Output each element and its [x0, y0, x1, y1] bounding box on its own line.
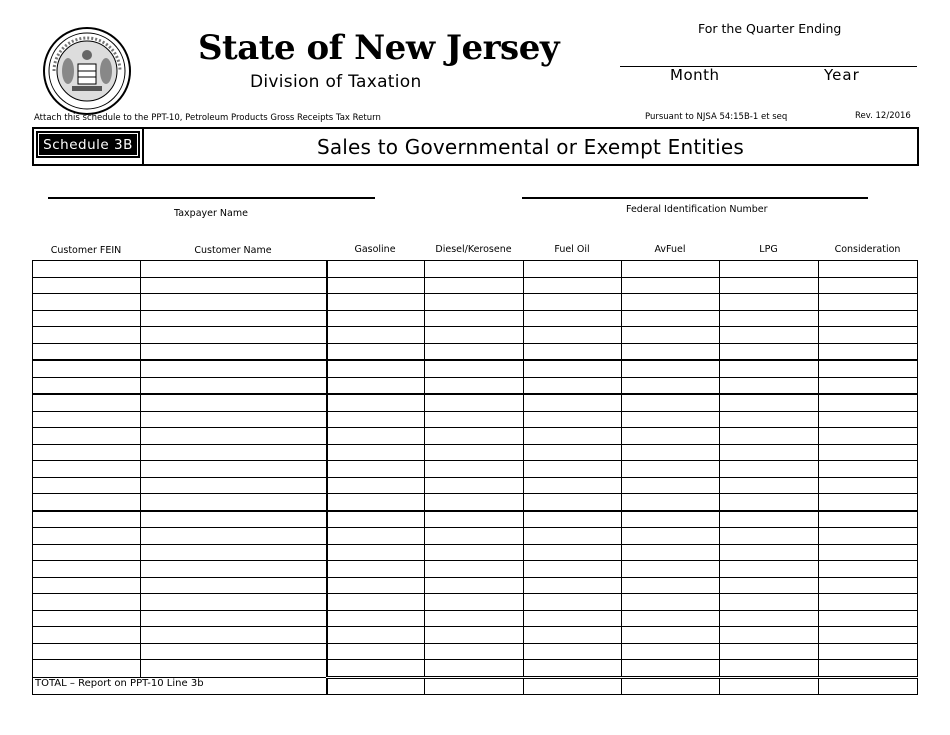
total-row: [33, 677, 918, 694]
lpg-cell[interactable]: [720, 511, 819, 528]
customer-name-cell[interactable]: [141, 261, 327, 278]
customer-fein-cell[interactable]: [33, 394, 141, 411]
avfuel-cell[interactable]: [622, 261, 720, 278]
customer-name-cell[interactable]: [141, 494, 327, 511]
column-header-fuel-oil: Fuel Oil: [554, 244, 590, 255]
fuel-oil-cell[interactable]: [524, 461, 622, 478]
diesel-kerosene-cell[interactable]: [425, 561, 524, 578]
customer-fein-cell[interactable]: [33, 261, 141, 278]
customer-fein-cell[interactable]: [33, 327, 141, 344]
customer-name-cell[interactable]: [141, 610, 327, 627]
gasoline-cell[interactable]: [327, 310, 425, 327]
consideration-cell[interactable]: [819, 494, 918, 511]
consideration-cell[interactable]: [819, 327, 918, 344]
diesel-kerosene-cell[interactable]: [425, 277, 524, 294]
year-label: Year: [824, 66, 860, 84]
avfuel-cell[interactable]: [622, 643, 720, 660]
customer-name-cell[interactable]: [141, 377, 327, 394]
consideration-cell[interactable]: [819, 528, 918, 545]
gasoline-cell[interactable]: [327, 261, 425, 278]
customer-fein-cell[interactable]: [33, 561, 141, 578]
schedule-badge: Schedule 3B: [36, 131, 140, 158]
customer-name-cell[interactable]: [141, 360, 327, 377]
customer-fein-cell[interactable]: [33, 377, 141, 394]
lpg-cell[interactable]: [720, 610, 819, 627]
consideration-total[interactable]: [819, 677, 918, 694]
customer-fein-cell[interactable]: [33, 360, 141, 377]
gasoline-cell[interactable]: [327, 394, 425, 411]
gasoline-cell[interactable]: [327, 594, 425, 611]
diesel-kerosene-cell[interactable]: [425, 444, 524, 461]
customer-name-cell[interactable]: [141, 594, 327, 611]
fuel-oil-cell[interactable]: [524, 643, 622, 660]
diesel-kerosene-cell[interactable]: [425, 528, 524, 545]
customer-name-cell[interactable]: [141, 343, 327, 360]
diesel-kerosene-cell[interactable]: [425, 310, 524, 327]
taxpayer-name-label: Taxpayer Name: [174, 208, 248, 219]
statute-note: Pursuant to NJSA 54:15B-1 et seq: [645, 112, 788, 122]
gasoline-cell[interactable]: [327, 528, 425, 545]
fuel-oil-cell[interactable]: [524, 428, 622, 445]
diesel-kerosene-cell[interactable]: [425, 343, 524, 360]
customer-name-cell[interactable]: [141, 544, 327, 561]
fuel-oil-cell[interactable]: [524, 310, 622, 327]
gasoline-cell[interactable]: [327, 411, 425, 428]
table-row: [33, 343, 918, 360]
diesel-kerosene-total[interactable]: [425, 677, 524, 694]
consideration-cell[interactable]: [819, 643, 918, 660]
gasoline-cell[interactable]: [327, 544, 425, 561]
customer-fein-cell[interactable]: [33, 294, 141, 311]
column-header-gasoline: Gasoline: [354, 244, 396, 255]
customer-name-cell[interactable]: [141, 511, 327, 528]
taxpayer-name-field[interactable]: [48, 197, 375, 199]
avfuel-cell[interactable]: [622, 528, 720, 545]
customer-name-cell[interactable]: [141, 477, 327, 494]
consideration-cell[interactable]: [819, 261, 918, 278]
customer-name-cell[interactable]: [141, 327, 327, 344]
customer-name-cell[interactable]: [141, 428, 327, 445]
table-row: [33, 643, 918, 660]
fuel-oil-cell[interactable]: [524, 394, 622, 411]
table-row: [33, 511, 918, 528]
column-header-customer-name: Customer Name: [194, 245, 272, 256]
gasoline-cell[interactable]: [327, 660, 425, 678]
customer-name-cell[interactable]: [141, 643, 327, 660]
fuel-oil-cell[interactable]: [524, 377, 622, 394]
consideration-cell[interactable]: [819, 610, 918, 627]
state-title: State of New Jersey: [198, 28, 560, 68]
diesel-kerosene-cell[interactable]: [425, 294, 524, 311]
consideration-cell[interactable]: [819, 577, 918, 594]
diesel-kerosene-cell[interactable]: [425, 577, 524, 594]
gasoline-cell[interactable]: [327, 277, 425, 294]
fuel-oil-cell[interactable]: [524, 544, 622, 561]
fuel-oil-cell[interactable]: [524, 561, 622, 578]
month-label: Month: [670, 66, 720, 84]
customer-fein-cell[interactable]: [33, 577, 141, 594]
gasoline-cell[interactable]: [327, 610, 425, 627]
diesel-kerosene-cell[interactable]: [425, 494, 524, 511]
diesel-kerosene-cell[interactable]: [425, 660, 524, 678]
lpg-cell[interactable]: [720, 360, 819, 377]
consideration-cell[interactable]: [819, 277, 918, 294]
customer-fein-cell[interactable]: [33, 627, 141, 644]
table-row: [33, 528, 918, 545]
fuel-oil-cell[interactable]: [524, 577, 622, 594]
gasoline-cell[interactable]: [327, 477, 425, 494]
customer-fein-cell[interactable]: [33, 528, 141, 545]
table-row: [33, 660, 918, 678]
division-name: Division of Taxation: [250, 72, 422, 92]
diesel-kerosene-cell[interactable]: [425, 627, 524, 644]
diesel-kerosene-cell[interactable]: [425, 428, 524, 445]
schedule-title: Sales to Governmental or Exempt Entities: [316, 134, 745, 159]
state-seal: [42, 26, 132, 116]
customer-fein-cell[interactable]: [33, 461, 141, 478]
consideration-cell[interactable]: [819, 394, 918, 411]
gasoline-cell[interactable]: [327, 327, 425, 344]
customer-fein-cell[interactable]: [33, 544, 141, 561]
consideration-cell[interactable]: [819, 544, 918, 561]
table-row: [33, 594, 918, 611]
fuel-oil-cell[interactable]: [524, 627, 622, 644]
lpg-cell[interactable]: [720, 477, 819, 494]
customer-fein-cell[interactable]: [33, 643, 141, 660]
fuel-oil-cell[interactable]: [524, 511, 622, 528]
lpg-cell[interactable]: [720, 544, 819, 561]
customer-name-cell[interactable]: [141, 277, 327, 294]
customer-name-cell[interactable]: [141, 561, 327, 578]
lpg-cell[interactable]: [720, 428, 819, 445]
table-row: [33, 477, 918, 494]
customer-fein-cell[interactable]: [33, 444, 141, 461]
fuel-oil-cell[interactable]: [524, 277, 622, 294]
avfuel-cell[interactable]: [622, 277, 720, 294]
fuel-oil-cell[interactable]: [524, 494, 622, 511]
customer-name-cell[interactable]: [141, 294, 327, 311]
avfuel-cell[interactable]: [622, 294, 720, 311]
gasoline-cell[interactable]: [327, 343, 425, 360]
lpg-cell[interactable]: [720, 327, 819, 344]
table-row: [33, 428, 918, 445]
avfuel-cell[interactable]: [622, 477, 720, 494]
avfuel-cell[interactable]: [622, 377, 720, 394]
customer-fein-cell[interactable]: [33, 310, 141, 327]
customer-name-cell[interactable]: [141, 528, 327, 545]
customer-name-cell[interactable]: [141, 444, 327, 461]
gasoline-cell[interactable]: [327, 511, 425, 528]
table-row: [33, 310, 918, 327]
consideration-cell[interactable]: [819, 343, 918, 360]
revision-note: Rev. 12/2016: [855, 111, 911, 121]
consideration-cell[interactable]: [819, 444, 918, 461]
lpg-cell[interactable]: [720, 310, 819, 327]
diesel-kerosene-cell[interactable]: [425, 477, 524, 494]
diesel-kerosene-cell[interactable]: [425, 411, 524, 428]
column-header-lpg: LPG: [759, 244, 778, 255]
customer-name-cell[interactable]: [141, 577, 327, 594]
gasoline-cell[interactable]: [327, 428, 425, 445]
diesel-kerosene-cell[interactable]: [425, 377, 524, 394]
quarter-ending-field[interactable]: [620, 66, 917, 67]
lpg-cell[interactable]: [720, 528, 819, 545]
fuel-oil-cell[interactable]: [524, 360, 622, 377]
table-row: [33, 461, 918, 478]
fuel-oil-cell[interactable]: [524, 594, 622, 611]
table-row: [33, 610, 918, 627]
lpg-cell[interactable]: [720, 394, 819, 411]
consideration-cell[interactable]: [819, 660, 918, 678]
table-row: [33, 294, 918, 311]
gasoline-cell[interactable]: [327, 577, 425, 594]
fuel-oil-cell[interactable]: [524, 660, 622, 678]
column-header-avfuel: AvFuel: [654, 244, 686, 255]
lpg-cell[interactable]: [720, 294, 819, 311]
table-row: [33, 327, 918, 344]
avfuel-cell[interactable]: [622, 310, 720, 327]
customer-name-cell[interactable]: [141, 660, 327, 678]
gasoline-cell[interactable]: [327, 627, 425, 644]
table-row: [33, 377, 918, 394]
customer-fein-cell[interactable]: [33, 594, 141, 611]
consideration-cell[interactable]: [819, 477, 918, 494]
lpg-total[interactable]: [720, 677, 819, 694]
customer-fein-cell[interactable]: [33, 277, 141, 294]
table-row: [33, 277, 918, 294]
gasoline-total[interactable]: [327, 677, 425, 694]
lpg-cell[interactable]: [720, 261, 819, 278]
lpg-cell[interactable]: [720, 377, 819, 394]
lpg-cell[interactable]: [720, 461, 819, 478]
schedule-header: [32, 127, 919, 166]
lpg-cell[interactable]: [720, 561, 819, 578]
gasoline-cell[interactable]: [327, 360, 425, 377]
table-row: [33, 360, 918, 377]
avfuel-cell[interactable]: [622, 411, 720, 428]
fuel-oil-cell[interactable]: [524, 477, 622, 494]
federal-id-field[interactable]: [522, 197, 868, 199]
avfuel-cell[interactable]: [622, 428, 720, 445]
gasoline-cell[interactable]: [327, 643, 425, 660]
diesel-kerosene-cell[interactable]: [425, 394, 524, 411]
consideration-cell[interactable]: [819, 511, 918, 528]
diesel-kerosene-cell[interactable]: [425, 544, 524, 561]
customer-fein-cell[interactable]: [33, 428, 141, 445]
table-row: [33, 411, 918, 428]
customer-fein-cell[interactable]: [33, 411, 141, 428]
customer-fein-cell[interactable]: [33, 610, 141, 627]
customer-name-cell[interactable]: [141, 627, 327, 644]
fuel-oil-cell[interactable]: [524, 528, 622, 545]
gasoline-cell[interactable]: [327, 444, 425, 461]
column-header-consideration: Consideration: [834, 244, 901, 255]
gasoline-cell[interactable]: [327, 294, 425, 311]
consideration-cell[interactable]: [819, 360, 918, 377]
table-row: [33, 544, 918, 561]
gasoline-cell[interactable]: [327, 377, 425, 394]
consideration-cell[interactable]: [819, 294, 918, 311]
lpg-cell[interactable]: [720, 660, 819, 678]
consideration-cell[interactable]: [819, 377, 918, 394]
avfuel-total[interactable]: [622, 677, 720, 694]
gasoline-cell[interactable]: [327, 561, 425, 578]
fuel-oil-cell[interactable]: [524, 444, 622, 461]
table-row: [33, 494, 918, 511]
total-label: TOTAL – Report on PPT-10 Line 3b: [33, 677, 327, 694]
table-row: [33, 561, 918, 578]
consideration-cell[interactable]: [819, 594, 918, 611]
diesel-kerosene-cell[interactable]: [425, 360, 524, 377]
quarter-ending-label: For the Quarter Ending: [698, 21, 842, 36]
avfuel-cell[interactable]: [622, 394, 720, 411]
column-header-customer-fein: Customer FEIN: [50, 245, 122, 256]
diesel-kerosene-cell[interactable]: [425, 594, 524, 611]
table-row: [33, 627, 918, 644]
customer-fein-cell[interactable]: [33, 343, 141, 360]
fuel-oil-cell[interactable]: [524, 294, 622, 311]
avfuel-cell[interactable]: [622, 494, 720, 511]
customer-fein-cell[interactable]: [33, 660, 141, 678]
table-row: [33, 444, 918, 461]
lpg-cell[interactable]: [720, 594, 819, 611]
avfuel-cell[interactable]: [622, 461, 720, 478]
consideration-cell[interactable]: [819, 310, 918, 327]
avfuel-cell[interactable]: [622, 627, 720, 644]
lpg-cell[interactable]: [720, 444, 819, 461]
customer-name-cell[interactable]: [141, 411, 327, 428]
lpg-cell[interactable]: [720, 411, 819, 428]
table-row: [33, 261, 918, 278]
avfuel-cell[interactable]: [622, 544, 720, 561]
consideration-cell[interactable]: [819, 561, 918, 578]
avfuel-cell[interactable]: [622, 343, 720, 360]
diesel-kerosene-cell[interactable]: [425, 327, 524, 344]
avfuel-cell[interactable]: [622, 360, 720, 377]
nj-state-seal-icon: [42, 26, 132, 116]
customer-name-cell[interactable]: [141, 461, 327, 478]
consideration-cell[interactable]: [819, 627, 918, 644]
fuel-oil-cell[interactable]: [524, 610, 622, 627]
consideration-cell[interactable]: [819, 428, 918, 445]
diesel-kerosene-cell[interactable]: [425, 461, 524, 478]
avfuel-cell[interactable]: [622, 327, 720, 344]
fuel-oil-cell[interactable]: [524, 327, 622, 344]
diesel-kerosene-cell[interactable]: [425, 261, 524, 278]
fuel-oil-cell[interactable]: [524, 411, 622, 428]
avfuel-cell[interactable]: [622, 511, 720, 528]
customer-name-cell[interactable]: [141, 310, 327, 327]
table-row: [33, 394, 918, 411]
lpg-cell[interactable]: [720, 643, 819, 660]
customer-fein-cell[interactable]: [33, 477, 141, 494]
lpg-cell[interactable]: [720, 343, 819, 360]
lpg-cell[interactable]: [720, 277, 819, 294]
gasoline-cell[interactable]: [327, 461, 425, 478]
fuel-oil-cell[interactable]: [524, 261, 622, 278]
attach-note: Attach this schedule to the PPT-10, Petroleum Products Gross Receipts Tax Return: [34, 113, 381, 123]
diesel-kerosene-cell[interactable]: [425, 643, 524, 660]
avfuel-cell[interactable]: [622, 444, 720, 461]
gasoline-cell[interactable]: [327, 494, 425, 511]
customer-fein-cell[interactable]: [33, 494, 141, 511]
lpg-cell[interactable]: [720, 627, 819, 644]
consideration-cell[interactable]: [819, 411, 918, 428]
fuel-oil-total[interactable]: [524, 677, 622, 694]
consideration-cell[interactable]: [819, 461, 918, 478]
federal-id-label: Federal Identification Number: [626, 204, 768, 215]
customer-name-cell[interactable]: [141, 394, 327, 411]
avfuel-cell[interactable]: [622, 610, 720, 627]
lpg-cell[interactable]: [720, 494, 819, 511]
column-header-diesel-kerosene: Diesel/Kerosene: [435, 244, 512, 255]
lpg-cell[interactable]: [720, 577, 819, 594]
diesel-kerosene-cell[interactable]: [425, 610, 524, 627]
avfuel-cell[interactable]: [622, 660, 720, 678]
customer-fein-cell[interactable]: [33, 511, 141, 528]
sales-table: [32, 260, 918, 695]
avfuel-cell[interactable]: [622, 594, 720, 611]
table-row: [33, 577, 918, 594]
fuel-oil-cell[interactable]: [524, 343, 622, 360]
avfuel-cell[interactable]: [622, 561, 720, 578]
diesel-kerosene-cell[interactable]: [425, 511, 524, 528]
avfuel-cell[interactable]: [622, 577, 720, 594]
